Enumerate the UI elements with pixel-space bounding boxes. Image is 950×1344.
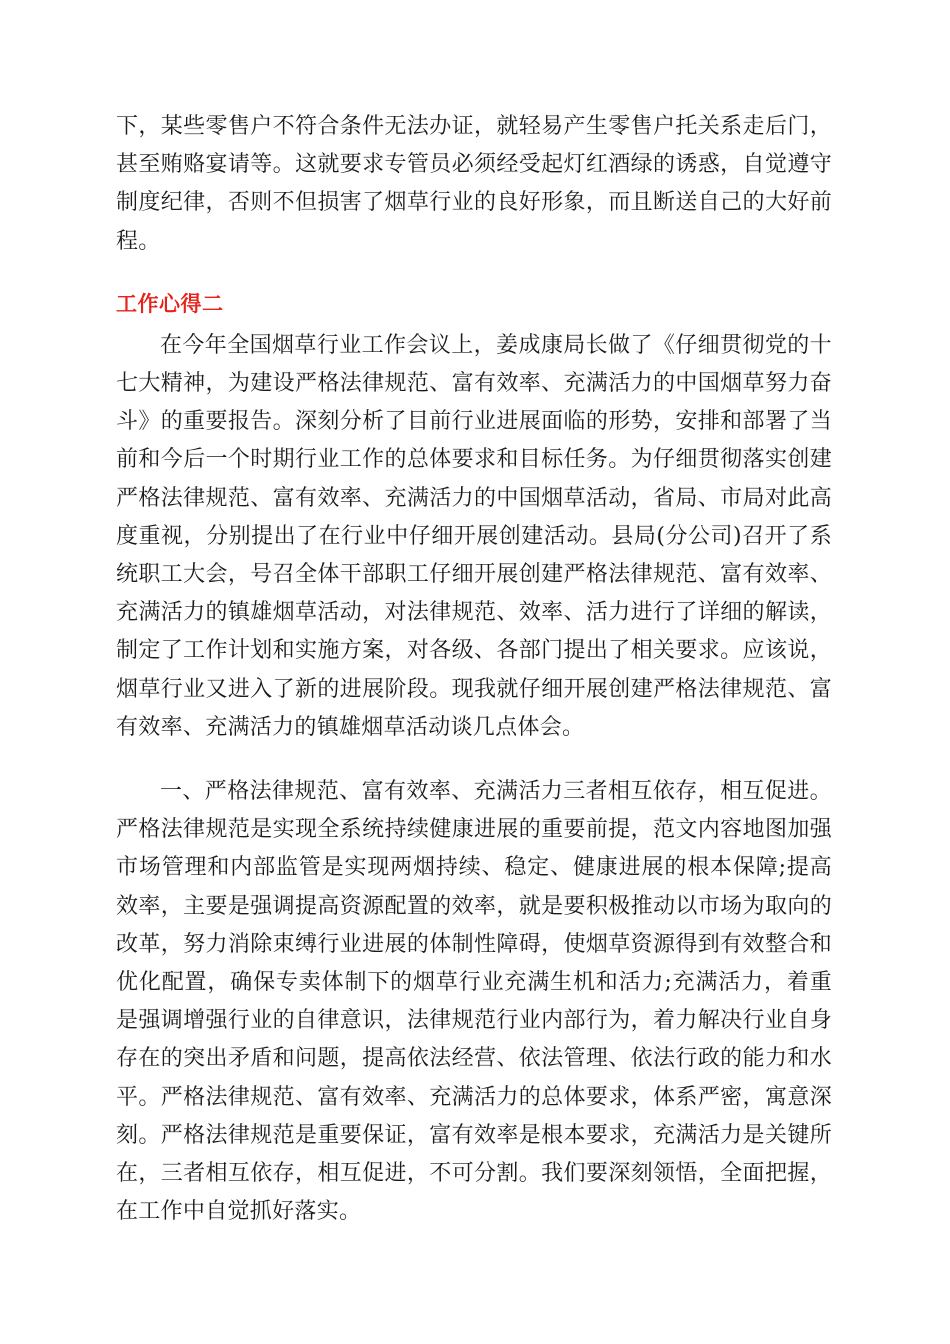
body-paragraph-2: 一、严格法律规范、富有效率、充满活力三者相互依存，相互促进。严格法律规范是实现全系统持续健康进展的重要前提，范文内容地图加强市场管理和内部监管是实现两烟持续、稳定、健康进展的根本保障;提高效率，主要是强调提高资源配置的效率，就是要积极推动以市场为取向的改革，努力消除束缚行业进展的体制性障碍，使烟草资源得到有效整合和优化配置，确保专卖体制下的烟草行业充满生机和活力;充满活力，着重是强调增强行业的自律意识，法律规范行业内部行为，着力解决行业自身存在的突出矛盾和问题，提高依法经营、依法管理、依法行政的能力和水平。严格法律规范、富有效率、充满活力的总体要求，体系严密，寓意深刻。严格法律规范是重要保证，富有效率是根本要求，充满活力是关键所在，三者相互依存，相互促进，不可分割。我们要深刻领悟，全面把握，在工作中自觉抓好落实。 [116, 779, 832, 1225]
section-heading: 工作心得二 [116, 291, 224, 316]
paragraph-spacer [116, 747, 832, 773]
document-body [116, 108, 832, 1231]
continuation-paragraph: 下，某些零售户不符合条件无法办证，就轻易产生零售户托关系走后门，甚至贿赂宴请等。这就要求专管员必须经受起灯红酒绿的诱惑，自觉遵守制度纪律，否则不但损害了烟草行业的良好形象，而且断送自己的大好前程。 [116, 114, 832, 254]
body-paragraph-1: 在今年全国烟草行业工作会议上，姜成康局长做了《仔细贯彻党的十七大精神，为建设严格法律规范、富有效率、充满活力的中国烟草努力奋斗》的重要报告。深刻分析了目前行业进展面临的形势，安排和部署了当前和今后一个时期行业工作的总体要求和目标任务。为仔细贯彻落实创建严格法律规范、富有效率、充满活力的中国烟草活动，省局、市局对此高度重视，分别提出了在行业中仔细开展创建活动。县局(分公司)召开了系统职工大会，号召全体干部职工仔细开展创建严格法律规范、富有效率、充满活力的镇雄烟草活动，对法律规范、效率、活力进行了详细的解读，制定了工作计划和实施方案，对各级、各部门提出了相关要求。应该说，烟草行业又进入了新的进展阶段。现我就仔细开展创建严格法律规范、富有效率、充满活力的镇雄烟草活动谈几点体会。 [116, 332, 832, 740]
